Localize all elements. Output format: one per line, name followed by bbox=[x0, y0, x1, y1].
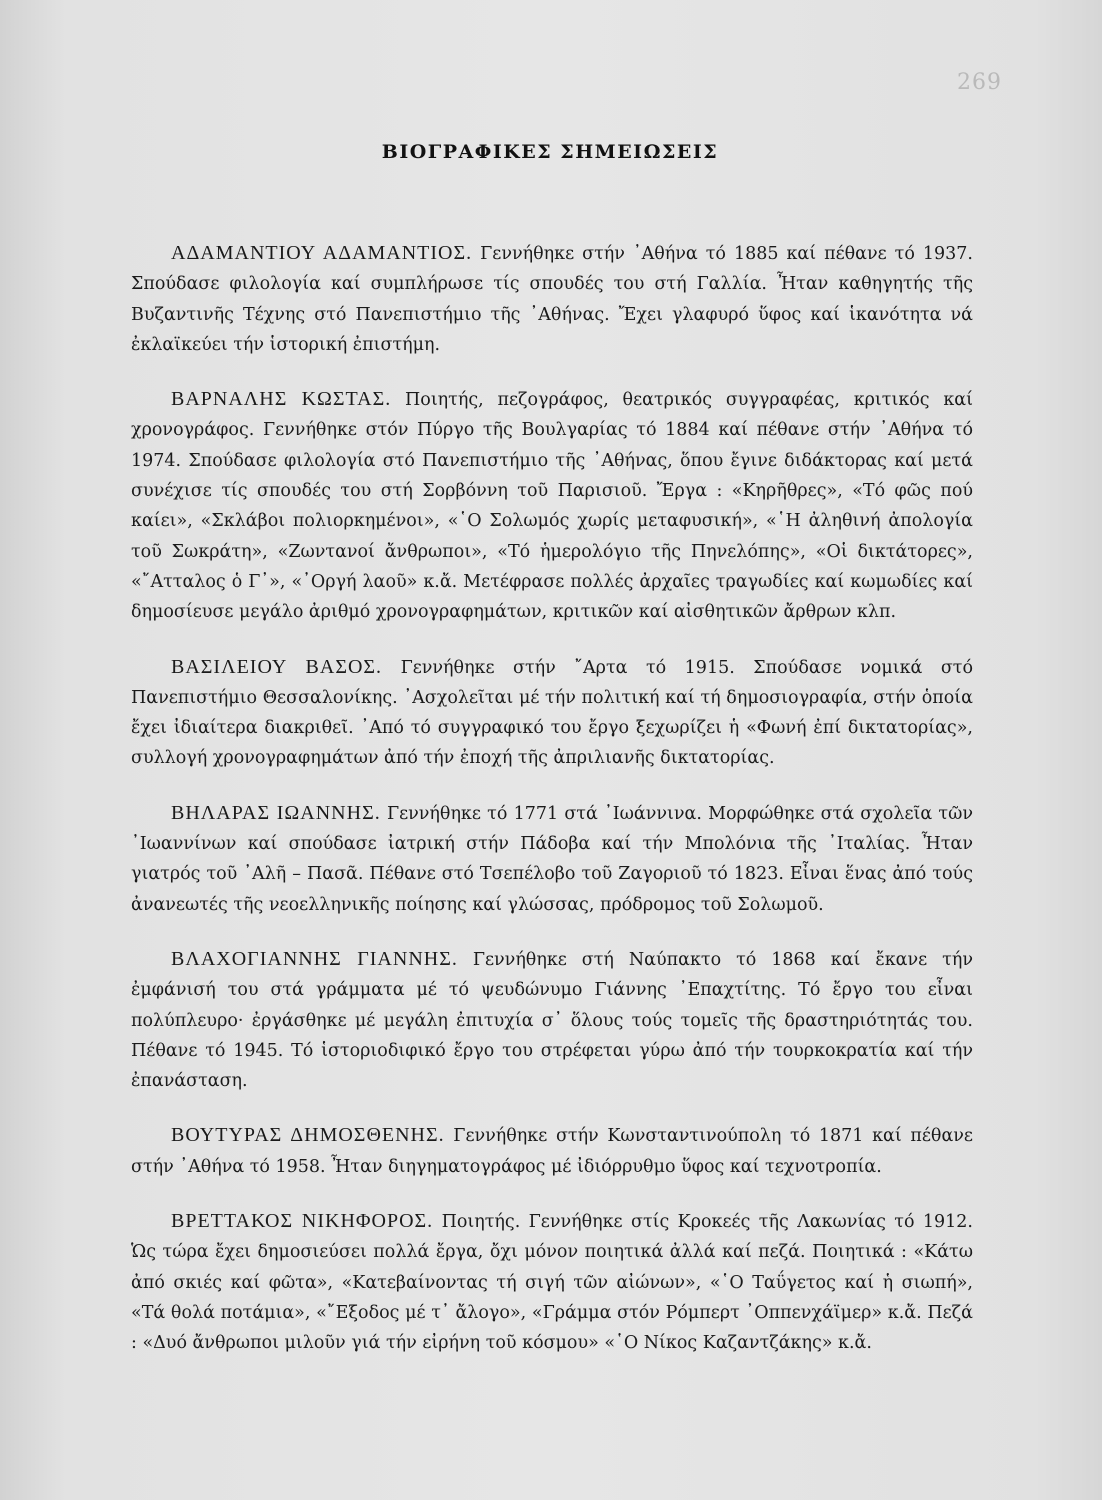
page-number: 269 bbox=[957, 70, 1002, 95]
entry-name: ΒΡΕΤΤΑΚΟΣ ΝΙΚΗΦΟΡΟΣ. bbox=[171, 1210, 434, 1233]
biography-list bbox=[131, 238, 973, 1383]
entry-text: Γεννήθηκε στήν ᾽Αθήνα τό 1885 καί πέθανε τό 1937. Σπούδασε φιλολογία καί συμπλήρωσε τίς σπουδές του στή Γαλλία. Ἦταν καθηγητής τῆς Βυζαντινῆς Τέχνης στό Πανεπιστήμιο τῆς ᾽Αθήνας. Ἔχει γλαφυρό ὕφος καί ἱκανότητα νά ἐκλαϊκεύει τήν ἱστορική ἐπιστήμη. bbox=[131, 244, 973, 355]
entry-paragraph bbox=[131, 798, 973, 920]
biography-entry bbox=[131, 238, 973, 360]
entry-name: ΒΛΑΧΟΓΙΑΝΝΗΣ ΓΙΑΝΝΗΣ. bbox=[171, 947, 458, 970]
biography-entry bbox=[131, 1206, 973, 1358]
entry-text: Γεννήθηκε στή Ναύπακτο τό 1868 καί ἔκανε τήν ἐμφάνισή του στά γράμματα μέ τό ψευδώνυμο Γιάννης ᾽Επαχτίτης. Τό ἔργο του εἶναι πολύπλευρο· ἐργάσθηκε μέ μεγάλη ἐπιτυχία σ᾽ ὅλους τούς τομεῖς τῆς δραστηριότητάς του. Πέθανε τό 1945. Τό ἱστοριοδιφικό ἔργο του στρέφεται γύρω ἀπό τήν τουρκοκρατία καί τήν ἐπανάσταση. bbox=[131, 949, 973, 1092]
entry-text: Γεννήθηκε στήν Κωνσταντινούπολη τό 1871 καί πέθανε στήν ᾽Αθήνα τό 1958. Ἦταν διηγηματογράφος μέ ἰδιόρρυθμο ὕφος καί τεχνοτροπία. bbox=[131, 1126, 973, 1177]
entry-paragraph bbox=[131, 944, 973, 1096]
entry-name: ΒΟΥΤΥΡΑΣ ΔΗΜΟΣΘΕΝΗΣ. bbox=[171, 1124, 445, 1147]
entry-paragraph bbox=[131, 652, 973, 774]
entry-text: Ποιητής. Γεννήθηκε στίς Κροκεές τῆς Λακωνίας τό 1912. Ὡς τώρα ἔχει δημοσιεύσει πολλά ἔργα, ὄχι μόνον ποιητικά ἀλλά καί πεζά. Ποιητικά : «Κάτω ἀπό σκιές καί φῶτα», «Κατεβαίνοντας τή σιγή τῶν αἰώνων», «῾Ο Ταΰγετος καί ἡ σιωπή», «Τά θολά ποτάμια», «῎Εξοδος μέ τ᾽ ἄλογο», «Γράμμα στόν Ρόμπερτ ᾽Οππενχάϊμερ» κ.ἄ. Πεζά : «Δυό ἄνθρωποι μιλοῦν γιά τήν εἰρήνη τοῦ κόσμου» «῾Ο Νίκος Καζαντζάκης» κ.ἄ. bbox=[131, 1212, 973, 1354]
entry-name: ΑΔΑΜΑΝΤΙΟΥ ΑΔΑΜΑΝΤΙΟΣ. bbox=[171, 242, 473, 264]
entry-paragraph bbox=[131, 1120, 973, 1182]
entry-text: Γεννήθηκε τό 1771 στά ᾽Ιωάννινα. Μορφώθηκε στά σχολεῖα τῶν ᾽Ιωαννίνων καί σπούδασε ἰατρική στήν Πάδοβα καί τήν Μπολόνια τῆς ᾽Ιταλίας. Ἦταν γιατρός τοῦ ᾽Αλῆ – Πασᾶ. Πέθανε στό Τσεπέλοβο τοῦ Ζαγοριοῦ τό 1823. Εἶναι ἕνας ἀπό τούς ἀνανεωτές τῆς νεοελληνικῆς ποίησης καί γλώσσας, πρόδρομος τοῦ Σολωμοῦ. bbox=[131, 803, 973, 915]
biography-entry bbox=[131, 798, 973, 920]
entry-name: ΒΗΛΑΡΑΣ ΙΩΑΝΝΗΣ. bbox=[171, 801, 381, 824]
entry-paragraph bbox=[131, 238, 973, 360]
page-heading: ΒΙΟΓΡΑΦΙΚΕΣ ΣΗΜΕΙΩΣΕΙΣ bbox=[381, 141, 719, 163]
entry-name: ΒΑΣΙΛΕΙΟΥ ΒΑΣΟΣ. bbox=[171, 655, 383, 678]
entry-text: Γεννήθηκε στήν ῎Αρτα τό 1915. Σπούδασε νομικά στό Πανεπιστήμιο Θεσσαλονίκης. ᾽Ασχολεῖται μέ τήν πολιτική καί τή δημοσιογραφία, στήν ὁποία ἔχει ἰδιαίτερα διακριθεῖ. ᾽Από τό συγγραφικό του ἔργο ξεχωρίζει ἡ «Φωνή ἐπί δικτατορίας», συλλογή χρονογραφημάτων ἀπό τήν ἐποχή τῆς ἀπριλιανῆς δικτατορίας. bbox=[131, 657, 973, 769]
entry-name: ΒΑΡΝΑΛΗΣ ΚΩΣΤΑΣ. bbox=[171, 388, 392, 411]
entry-paragraph bbox=[131, 384, 973, 627]
biography-entry bbox=[131, 652, 973, 774]
biography-entry bbox=[131, 384, 973, 627]
biography-entry bbox=[131, 1120, 973, 1182]
biography-entry bbox=[131, 944, 973, 1096]
entry-paragraph bbox=[131, 1206, 973, 1358]
entry-text: Ποιητής, πεζογράφος, θεατρικός συγγραφέας, κριτικός καί χρονογράφος. Γεννήθηκε στόν Πύργο τῆς Βουλγαρίας τό 1884 καί πέθανε στήν ᾽Αθήνα τό 1974. Σπούδασε φιλολογία στό Πανεπιστήμιο τῆς ᾽Αθήνας, ὅπου ἔγινε διδάκτορας καί μετά συνέχισε τίς σπουδές του στή Σορβόννη τοῦ Παρισιοῦ. Ἔργα : «Κηρῆθρες», «Τό φῶς πού καίει», «Σκλάβοι πολιορκημένοι», «῾Ο Σολωμός χωρίς μεταφυσική», «῾Η ἀληθινή ἀπολογία τοῦ Σωκράτη», «Ζωντανοί ἄνθρωποι», «Τό ἡμερολόγιο τῆς Πηνελόπης», «Οἱ δικτάτορες», «῎Ατταλος ὁ Γ᾽», «᾽Οργή λαοῦ» κ.ἄ. Μετέφρασε πολλές ἀρχαῖες τραγωδίες καί κωμωδίες καί δημοσίευσε μεγάλο ἀριθμό χρονογραφημάτων, κριτικῶν καί αἰσθητικῶν ἄρθρων κλπ. bbox=[131, 390, 973, 623]
